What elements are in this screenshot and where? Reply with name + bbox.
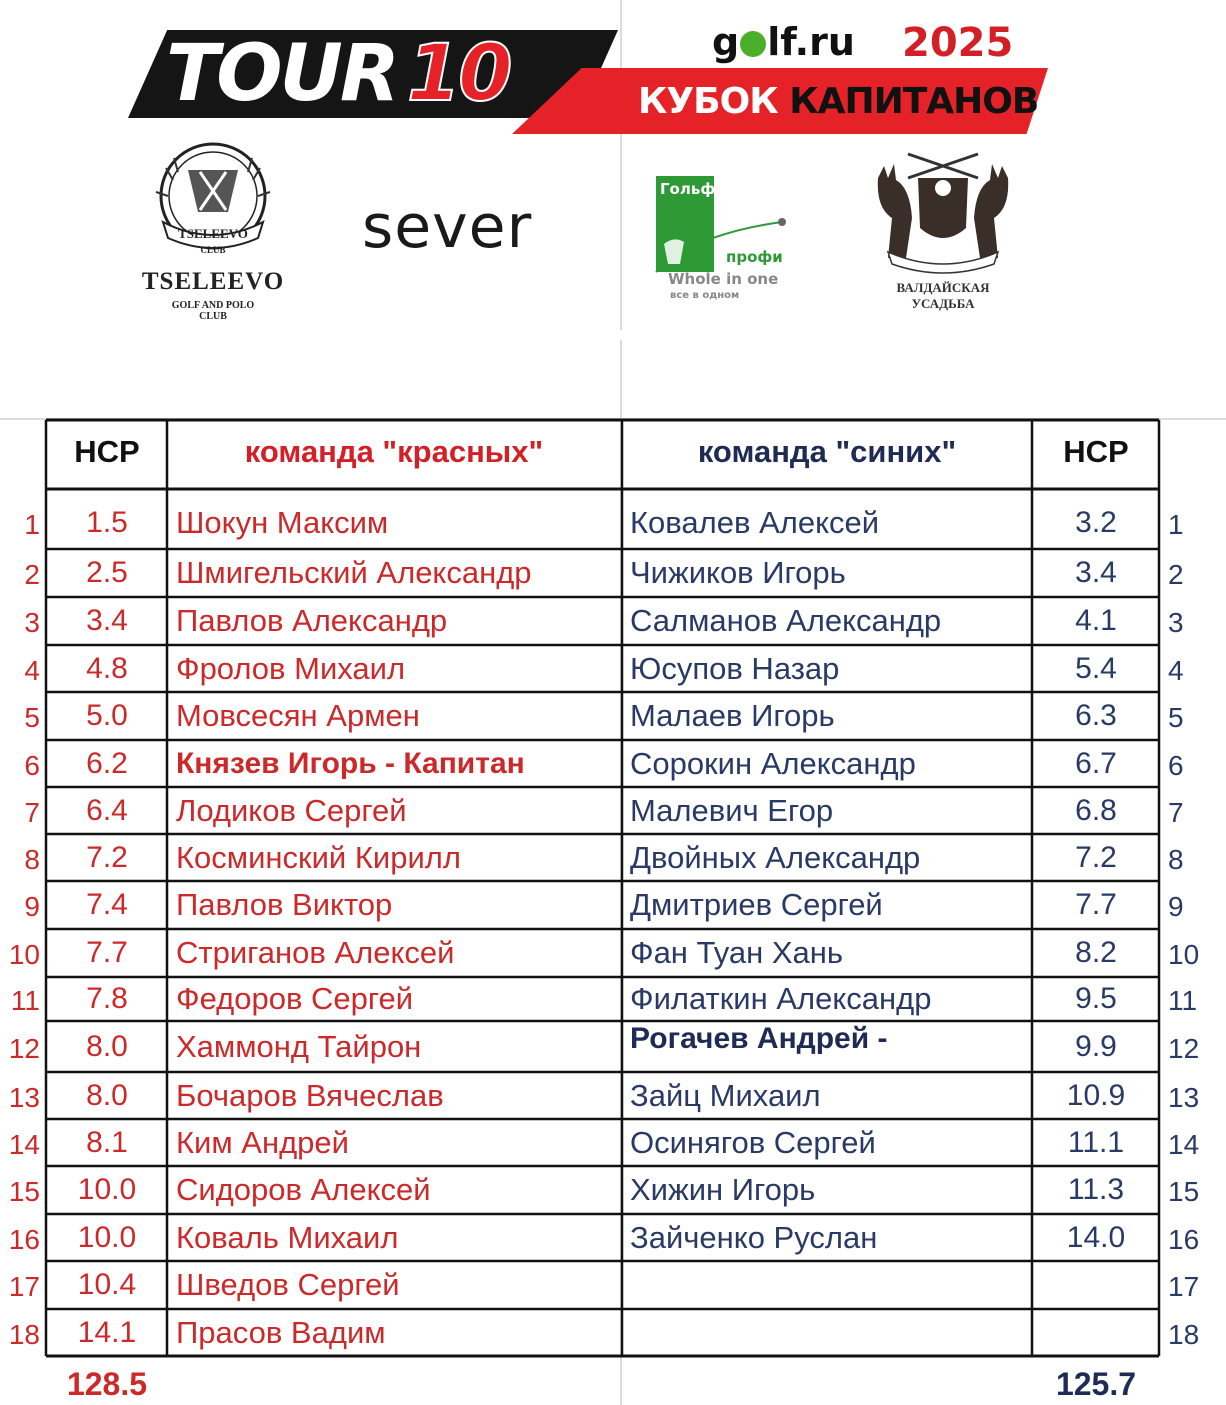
row-number-left: 6	[24, 750, 40, 781]
blue-player-name: Хижин Игорь	[630, 1172, 816, 1207]
tour-number: 10	[406, 29, 510, 119]
blue-player-name: Сорокин Александр	[630, 746, 916, 781]
blue-hcp: 3.2	[1075, 506, 1117, 539]
blue-hcp: 11.3	[1067, 1173, 1125, 1206]
cup-title-word2: КАПИТАНОВ	[789, 81, 1039, 122]
row-number-left: 3	[24, 607, 40, 638]
blue-hcp: 3.4	[1075, 556, 1117, 589]
valday-name-line2: УСАДЬБА	[911, 296, 975, 311]
red-player-name: Князев Игорь - Капитан	[176, 747, 525, 780]
blue-team-header: команда "синих"	[697, 434, 957, 469]
red-player-name: Коваль Михаил	[176, 1220, 399, 1255]
row-number-left: 11	[10, 985, 40, 1016]
blue-player-name: Юсупов Назар	[630, 651, 840, 686]
red-hcp: 8.0	[86, 1030, 128, 1063]
red-player-name: Федоров Сергей	[176, 981, 414, 1016]
red-hcp: 14.1	[77, 1316, 137, 1349]
row-number-right: 10	[1168, 939, 1200, 970]
golf-profi-top-text: Гольф	[660, 180, 716, 198]
red-player-name: Шокун Максим	[176, 505, 389, 540]
blue-player-name: Ковалев Алексей	[630, 505, 880, 540]
row-number-left: 4	[24, 655, 40, 686]
row-number-left: 5	[24, 702, 40, 733]
blue-player-name: Двойных Александр	[630, 840, 921, 875]
red-hcp: 10.4	[77, 1268, 137, 1301]
golf-profi-slogan-ru: все в одном	[670, 290, 740, 301]
red-hcp: 7.8	[86, 982, 128, 1015]
row-number-left: 15	[8, 1176, 40, 1207]
row-number-left: 7	[24, 797, 40, 828]
blue-hcp: 6.7	[1075, 747, 1117, 780]
red-hcp: 7.7	[86, 936, 128, 969]
row-number-left: 8	[24, 844, 40, 875]
row-number-left: 17	[8, 1271, 40, 1302]
row-number-left: 1	[24, 509, 40, 540]
blue-hcp: 11.1	[1067, 1126, 1125, 1159]
blue-hcp: 4.1	[1075, 604, 1117, 637]
tour-word: TOUR	[166, 29, 397, 119]
blue-player-name: Дмитриев Сергей	[630, 887, 883, 922]
valday-name-line1: ВАЛДАЙСКАЯ	[896, 280, 990, 295]
event-year: 2025	[902, 20, 1014, 66]
red-player-name: Шмигельский Александр	[176, 555, 532, 590]
red-player-name: Фролов Михаил	[176, 651, 406, 686]
red-player-name: Ким Андрей	[176, 1125, 349, 1160]
row-number-right: 17	[1168, 1271, 1200, 1302]
hcp-header-left: HCP	[74, 434, 140, 469]
blue-hcp: 7.7	[1075, 888, 1117, 921]
row-number-right: 9	[1168, 891, 1184, 922]
blue-player-name: Салманов Александр	[630, 603, 942, 638]
blue-player-name: Филаткин Александр	[630, 981, 932, 1016]
row-number-right: 8	[1168, 844, 1184, 875]
row-number-right: 13	[1168, 1082, 1200, 1113]
hcp-header-right: HCP	[1063, 434, 1129, 469]
blue-hcp: 9.5	[1075, 982, 1117, 1015]
red-hcp: 8.0	[86, 1079, 128, 1112]
red-player-name: Сидоров Алексей	[176, 1172, 431, 1207]
tseleevo-name: TSELEEVO	[141, 268, 285, 295]
blue-player-name: Зайц Михаил	[630, 1078, 821, 1113]
red-player-name: Косминский Кирилл	[176, 840, 461, 875]
red-hcp: 8.1	[86, 1126, 128, 1159]
row-number-left: 9	[24, 891, 40, 922]
blue-hcp: 8.2	[1075, 936, 1117, 969]
row-number-left: 16	[8, 1224, 40, 1255]
row-number-right: 6	[1168, 750, 1184, 781]
blue-hcp: 6.8	[1075, 794, 1117, 827]
blue-hcp: 10.9	[1066, 1079, 1126, 1112]
row-number-right: 11	[1168, 985, 1198, 1016]
red-player-name: Шведов Сергей	[176, 1267, 400, 1302]
red-team-header: команда "красных"	[244, 434, 544, 469]
blue-player-name: Малаев Игорь	[630, 698, 835, 733]
blue-hcp: 5.4	[1075, 652, 1117, 685]
blue-player-name: Фан Туан Хань	[630, 935, 844, 970]
row-number-right: 15	[1168, 1176, 1200, 1207]
row-number-right: 14	[1168, 1129, 1200, 1160]
red-player-name: Мовсесян Армен	[176, 698, 420, 733]
row-number-left: 2	[24, 559, 40, 590]
red-player-name: Павлов Виктор	[176, 887, 393, 922]
row-number-right: 2	[1168, 559, 1184, 590]
red-hcp: 7.4	[86, 888, 128, 921]
red-hcp: 2.5	[86, 556, 128, 589]
red-player-name: Лодиков Сергей	[176, 793, 407, 828]
red-hcp: 5.0	[86, 699, 128, 732]
golf-ru-prefix: g	[712, 20, 740, 64]
blue-player-name: Малевич Егор	[630, 793, 834, 828]
red-player-name: Прасов Вадим	[176, 1315, 386, 1350]
red-player-name: Павлов Александр	[176, 603, 448, 638]
row-number-right: 7	[1168, 797, 1184, 828]
tseleevo-subtitle-line1: GOLF AND POLO	[171, 300, 255, 311]
blue-team-total: 125.7	[1055, 1366, 1137, 1402]
row-number-left: 14	[8, 1129, 40, 1160]
row-number-right: 16	[1168, 1224, 1200, 1255]
blue-player-name: Зайченко Руслан	[630, 1220, 878, 1255]
red-player-name: Бочаров Вячеслав	[176, 1078, 444, 1113]
blue-player-name: Рогачев Андрей -	[630, 1023, 888, 1055]
row-number-right: 5	[1168, 702, 1184, 733]
blue-hcp: 9.9	[1075, 1030, 1117, 1063]
row-number-left: 18	[8, 1319, 40, 1350]
blue-player-name: Осинягов Сергей	[630, 1125, 876, 1160]
golf-ru-suffix: lf.ru	[767, 20, 855, 64]
red-hcp: 4.8	[86, 652, 128, 685]
red-hcp: 3.4	[86, 604, 128, 637]
red-hcp: 10.0	[77, 1221, 137, 1254]
red-player-name: Хаммонд Тайрон	[176, 1029, 422, 1064]
blue-player-name: Чижиков Игорь	[630, 555, 846, 590]
row-number-right: 4	[1168, 655, 1184, 686]
red-hcp: 10.0	[77, 1173, 137, 1206]
tseleevo-badge-subtext: CLUB	[200, 245, 226, 255]
row-number-left: 10	[8, 939, 40, 970]
red-hcp: 6.2	[86, 747, 128, 780]
tseleevo-badge-text: TSELEEVO	[178, 226, 248, 241]
row-number-right: 3	[1168, 607, 1184, 638]
cup-title-word1: КУБОК	[638, 81, 778, 122]
golf-profi-slogan: Whole in one	[668, 270, 779, 288]
blue-hcp: 14.0	[1066, 1221, 1126, 1254]
row-number-right: 12	[1168, 1033, 1200, 1064]
row-number-left: 13	[8, 1082, 40, 1113]
tseleevo-subtitle-line2: CLUB	[199, 311, 227, 322]
row-number-right: 18	[1168, 1319, 1200, 1350]
red-hcp: 6.4	[86, 794, 128, 827]
red-player-name: Стриганов Алексей	[176, 935, 455, 970]
row-number-right: 1	[1168, 509, 1184, 540]
sever-logo: sever	[362, 192, 533, 262]
golf-profi-mid-text: профи	[726, 248, 783, 266]
red-hcp: 1.5	[86, 506, 128, 539]
row-number-left: 12	[8, 1033, 40, 1064]
red-hcp: 7.2	[86, 841, 128, 874]
blue-hcp: 7.2	[1075, 841, 1117, 874]
blue-hcp: 6.3	[1075, 699, 1117, 732]
red-team-total: 128.5	[66, 1366, 148, 1402]
